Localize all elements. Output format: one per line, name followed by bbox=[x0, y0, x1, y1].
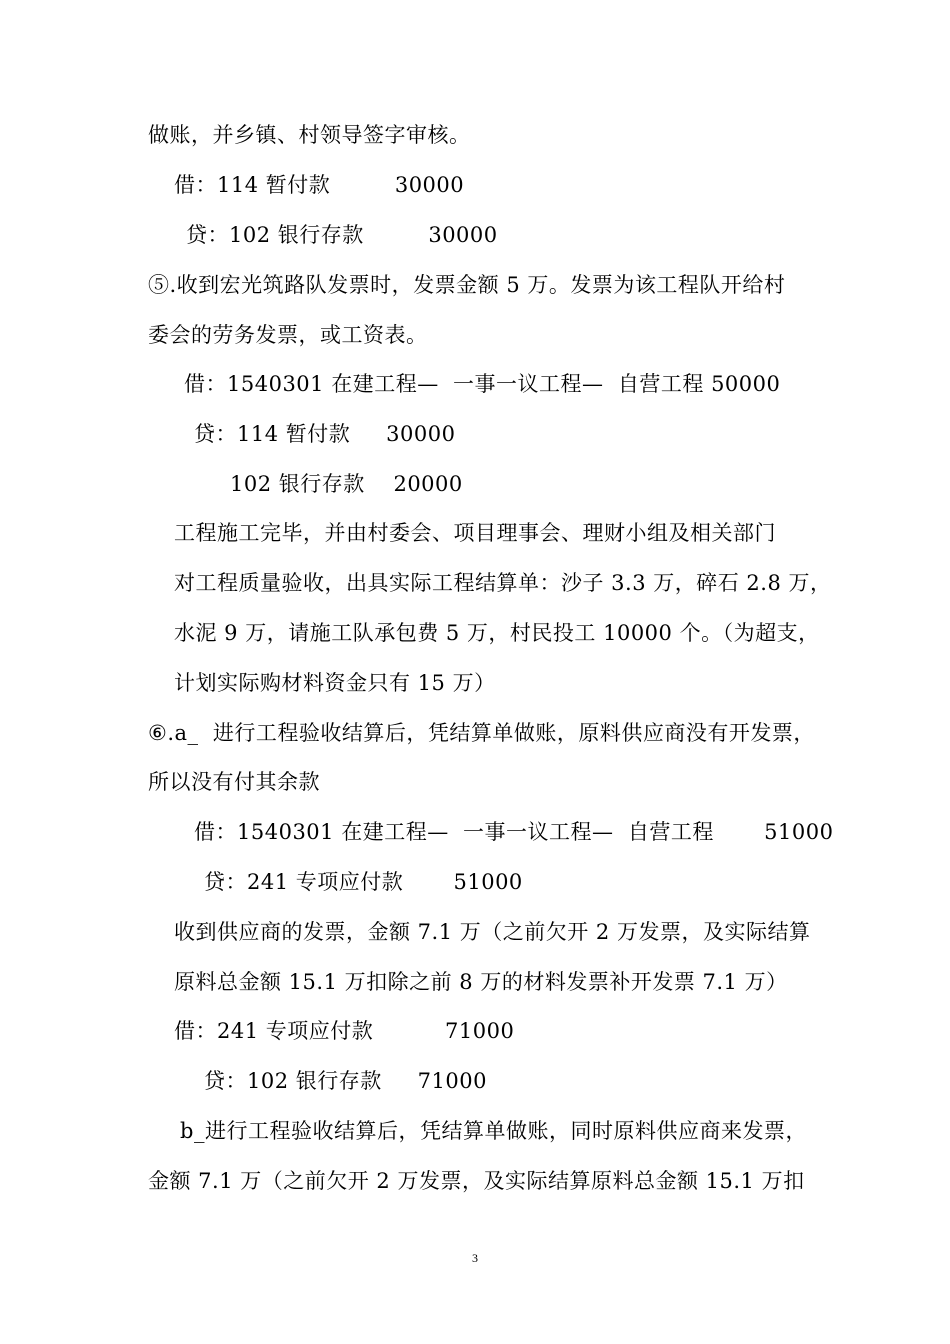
text-line-step6a-a: ⑥.a_ 进行工程验收结算后，凭结算单做账，原料供应商没有开发票， bbox=[148, 721, 815, 745]
text-line-completion-b: 对工程质量验收，出具实际工程结算单：沙子 3.3 万，碎石 2.8 万， bbox=[174, 571, 832, 595]
text-line-step5-b: 委会的劳务发票，或工资表。 bbox=[148, 323, 428, 347]
journal-credit-line-2: 贷：114 暂付款 30000 bbox=[194, 422, 456, 446]
journal-credit-line-1: 贷：102 银行存款 30000 bbox=[186, 223, 498, 247]
text-line-1: 做账，并乡镇、村领导签字审核。 bbox=[148, 123, 471, 147]
text-line-completion-c: 水泥 9 万，请施工队承包费 5 万，村民投工 10000 个。（为超支， bbox=[174, 621, 820, 645]
journal-credit-line-5: 贷：102 银行存款 71000 bbox=[204, 1069, 487, 1093]
text-line-step6b-b: 金额 7.1 万（之前欠开 2 万发票，及实际结算原料总金额 15.1 万扣 bbox=[148, 1169, 805, 1193]
page-number: 3 bbox=[472, 1251, 478, 1265]
text-line-completion-d: 计划实际购材料资金只有 15 万） bbox=[174, 671, 496, 695]
text-line-step6a-b: 所以没有付其余款 bbox=[148, 770, 320, 794]
text-line-completion-a: 工程施工完毕，并由村委会、项目理事会、理财小组及相关部门 bbox=[174, 521, 776, 545]
journal-debit-line-4: 借：241 专项应付款 71000 bbox=[174, 1019, 515, 1043]
journal-debit-line-3: 借：1540301 在建工程— 一事一议工程— 自营工程 51000 bbox=[194, 820, 834, 844]
text-line-step5-a: ⑤.收到宏光筑路队发票时，发票金额 5 万。发票为该工程队开给村 bbox=[148, 273, 786, 297]
journal-credit-line-4: 贷：241 专项应付款 51000 bbox=[204, 870, 523, 894]
journal-debit-line-1: 借：114 暂付款 30000 bbox=[174, 173, 465, 197]
text-line-invoice-a: 收到供应商的发票，金额 7.1 万（之前欠开 2 万发票，及实际结算 bbox=[174, 920, 811, 944]
text-line-step6b-a: b_进行工程验收结算后，凭结算单做账，同时原料供应商来发票， bbox=[180, 1119, 807, 1143]
journal-credit-line-3: 102 银行存款 20000 bbox=[230, 472, 463, 496]
journal-debit-line-2: 借：1540301 在建工程— 一事一议工程— 自营工程 50000 bbox=[184, 372, 781, 396]
text-line-invoice-b: 原料总金额 15.1 万扣除之前 8 万的材料发票补开发票 7.1 万） bbox=[174, 970, 788, 994]
